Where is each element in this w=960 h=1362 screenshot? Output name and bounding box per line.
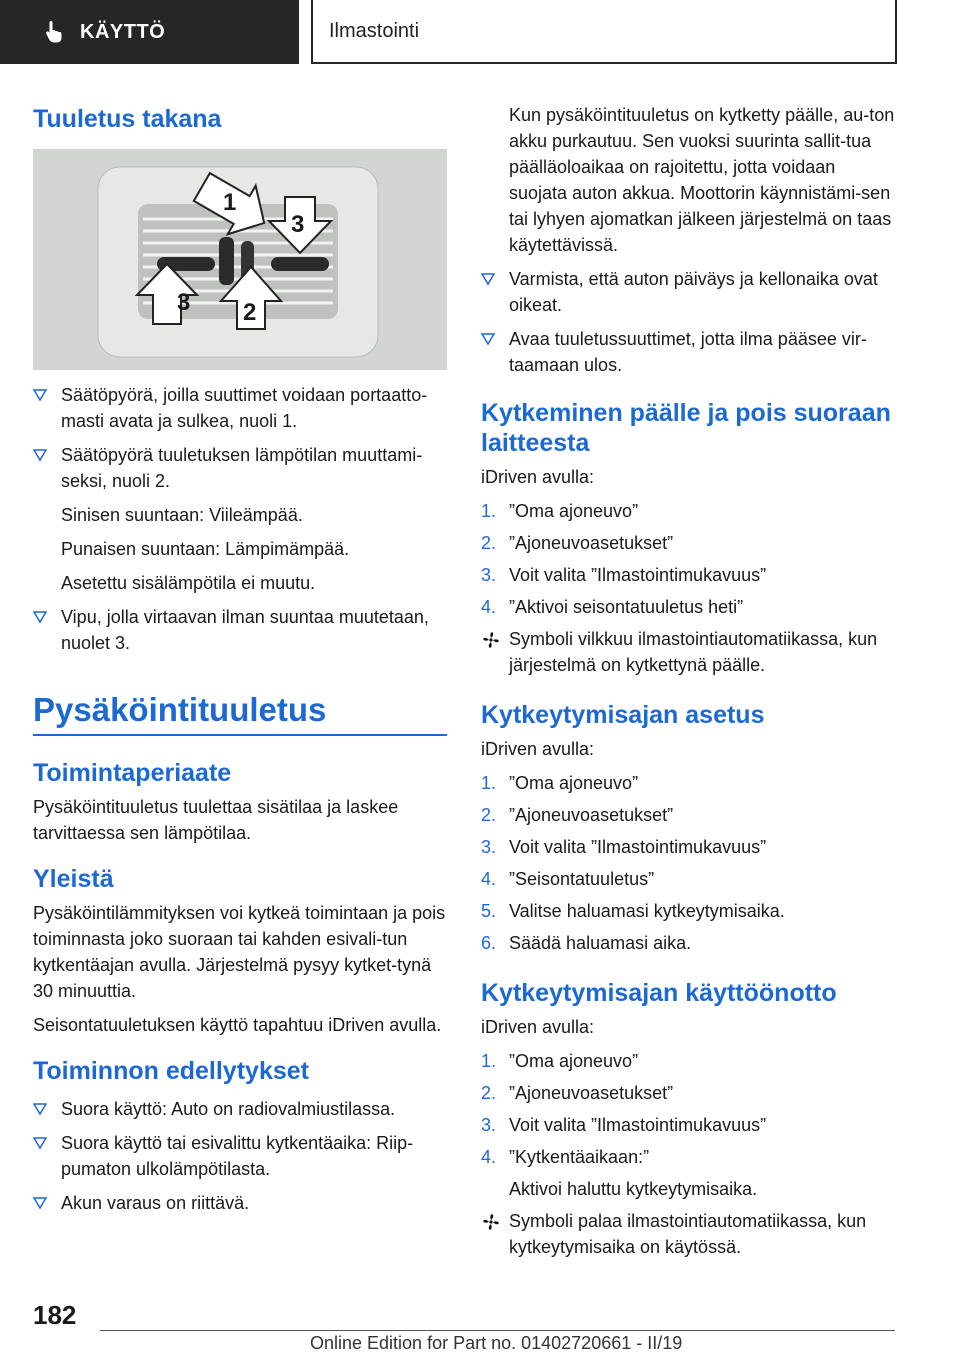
footer-rule (100, 1330, 895, 1331)
step-number: 1. (481, 501, 497, 521)
chapter-tab (0, 0, 299, 64)
bullet-text: Varmista, että auton päiväys ja kellonaika ovat oikeat. (509, 269, 878, 315)
edition-text: Online Edition for Part no. 01402720661 - II/19 (310, 1333, 683, 1353)
blue-direction-text: Sinisen suuntaan: Viileämpää. (61, 505, 303, 525)
triangle-bullet-icon (33, 1102, 47, 1116)
bullet-text: Säätöpyörä tuuletuksen lämpötilan muuttami-seksi, nuoli 2. (61, 445, 423, 491)
bullet-text: Avaa tuuletussuuttimet, jotta ilma pääsee vir-taamaan ulos. (509, 329, 867, 375)
figure-label-3-right: 3 (291, 211, 305, 238)
step-item (481, 930, 895, 956)
step-number: 6. (481, 933, 497, 953)
section-header (311, 0, 897, 64)
step-text: ”Ajoneuvoasetukset” (509, 805, 674, 825)
step-number: 2. (481, 805, 497, 825)
bullet-text: Säätöpyörä, joilla suuttimet voidaan portaatto-masti avata ja sulkea, nuoli 1. (61, 385, 428, 431)
general-text-1: Pysäköintilämmityksen voi kytkeä toimintaan ja pois toiminnasta joko suoraan tai kahden esivali-tun kytkentäajan avulla. Järjestelmä pysyy kytket-tynä 30 minuuttia. (33, 903, 446, 1001)
step-text: ”Kytkentäaikaan:” (509, 1147, 650, 1167)
red-direction-text: Punaisen suuntaan: Lämpimämpää. (61, 539, 350, 559)
step-number: 3. (481, 565, 497, 585)
step-number: 3. (481, 1115, 497, 1135)
bullet-text: Suora käyttö tai esivalittu kytkentäaika: Riip-pumaton ulkolämpötilasta. (61, 1133, 414, 1179)
step-number: 4. (481, 597, 497, 617)
fan-icon (481, 630, 501, 650)
step-text: Voit valita ”Ilmastointimukavuus” (509, 837, 767, 857)
page-number: 182 (33, 1300, 77, 1330)
list-item (33, 382, 447, 434)
step-item (481, 530, 895, 556)
step-number: 4. (481, 1147, 497, 1167)
triangle-bullet-icon (33, 1136, 47, 1150)
timer-activate-intro: iDriven avulla: (481, 1017, 595, 1037)
temp-note-text: Asetettu sisälämpötila ei muutu. (61, 573, 316, 593)
step-item (481, 866, 895, 892)
timer-activate-heading: Kytkeytymisajan käyttöönotto (481, 979, 837, 1007)
rear-vent-figure (33, 149, 447, 370)
triangle-bullet-icon (33, 1196, 47, 1210)
main-heading: Pysäköintituuletus (33, 691, 327, 728)
step-item (481, 770, 895, 796)
step-item (481, 562, 895, 588)
list-item (33, 1096, 447, 1122)
rear-vent-heading: Tuuletus takana (33, 105, 222, 133)
heading-rule (33, 734, 447, 736)
list-item (481, 326, 895, 378)
symbol-note (481, 1208, 895, 1260)
step-text: Säädä haluamasi aika. (509, 933, 692, 953)
symbol-note (481, 626, 895, 678)
timer-set-heading: Kytkeytymisajan asetus (481, 701, 765, 729)
triangle-bullet-icon (481, 332, 495, 346)
step-text: ”Oma ajoneuvo” (509, 501, 639, 521)
triangle-bullet-icon (33, 448, 47, 462)
figure-label-1: 1 (223, 189, 237, 216)
step-number: 1. (481, 1051, 497, 1071)
step-number: 3. (481, 837, 497, 857)
step-item (481, 1048, 895, 1074)
step-text: Voit valita ”Ilmastointimukavuus” (509, 1115, 767, 1135)
step-number: 1. (481, 773, 497, 793)
principle-text: Pysäköintituuletus tuulettaa sisätilaa ja laskee tarvittaessa sen lämpötilaa. (33, 797, 399, 843)
step-sub-text: Aktivoi haluttu kytkeytymisaika. (509, 1179, 758, 1199)
step-number: 2. (481, 533, 497, 553)
symbol-text: Symboli palaa ilmastointiautomatiikassa, kun kytkeytymisaika on käytössä. (509, 1211, 867, 1257)
step-text: ”Ajoneuvoasetukset” (509, 533, 674, 553)
step-text: ”Ajoneuvoasetukset” (509, 1083, 674, 1103)
bullet-text: Akun varaus on riittävä. (61, 1193, 250, 1213)
list-item (33, 442, 447, 494)
direct-heading: Kytkeminen päälle ja pois suoraan laitteesta (481, 399, 891, 457)
symbol-text: Symboli vilkkuu ilmastointiautomatiikassa, kun järjestelmä on kytkettynä päälle. (509, 629, 878, 675)
fan-icon (481, 1212, 501, 1232)
step-number: 2. (481, 1083, 497, 1103)
list-item (33, 604, 447, 656)
step-text: ”Oma ajoneuvo” (509, 773, 639, 793)
battery-text: Kun pysäköintituuletus on kytketty päälle, au-ton akku purkautuu. Sen vuoksi suurinta sallit-tua päälläoloaikaa on rajoitettu, jotta voidaan suojata auton akkua. Moottorin käynnistämi-sen tai lyhyen ajomatkan jälkeen järjestelmä on taas käytettävissä. (509, 105, 895, 255)
requirements-heading: Toiminnon edellytykset (33, 1057, 309, 1085)
step-item (481, 1144, 895, 1170)
step-number: 4. (481, 869, 497, 889)
bullet-text: Vipu, jolla virtaavan ilman suuntaa muutetaan, nuolet 3. (61, 607, 429, 653)
step-item (481, 802, 895, 828)
step-item (481, 834, 895, 860)
step-text: Voit valita ”Ilmastointimukavuus” (509, 565, 767, 585)
step-item (481, 498, 895, 524)
general-text-2: Seisontatuuletuksen käyttö tapahtuu iDriven avulla. (33, 1015, 442, 1035)
step-text: ”Aktivoi seisontatuuletus heti” (509, 597, 744, 617)
step-item (481, 1112, 895, 1138)
list-item (33, 1190, 447, 1216)
direct-intro: iDriven avulla: (481, 467, 595, 487)
step-number: 5. (481, 901, 497, 921)
section-label: Ilmastointi (329, 19, 420, 42)
list-item (481, 266, 895, 318)
bullet-text: Suora käyttö: Auto on radiovalmiustilassa. (61, 1099, 396, 1119)
principle-heading: Toimintaperiaate (33, 759, 232, 787)
triangle-bullet-icon (33, 388, 47, 402)
step-text: ”Oma ajoneuvo” (509, 1051, 639, 1071)
step-item (481, 594, 895, 620)
figure-label-3-left: 3 (177, 289, 191, 316)
timer-set-intro: iDriven avulla: (481, 739, 595, 759)
triangle-bullet-icon (481, 272, 495, 286)
hand-icon (44, 21, 66, 43)
list-item (33, 1130, 447, 1182)
general-heading: Yleistä (33, 865, 114, 893)
step-text: Valitse haluamasi kytkeytymisaika. (509, 901, 785, 921)
step-item (481, 1080, 895, 1106)
rear-vent-illustration (33, 149, 447, 370)
chapter-label: KÄYTTÖ (80, 20, 166, 43)
figure-label-2: 2 (243, 299, 257, 326)
triangle-bullet-icon (33, 610, 47, 624)
step-item (481, 898, 895, 924)
step-text: ”Seisontatuuletus” (509, 869, 655, 889)
